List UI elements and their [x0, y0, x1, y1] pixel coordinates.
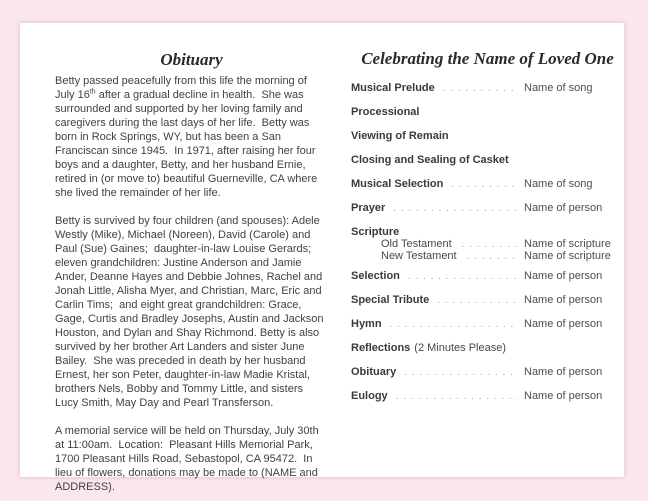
dot-leader [390, 318, 518, 331]
service-row-reflections [351, 342, 624, 355]
dot-leader [462, 239, 518, 251]
dot-leader [467, 251, 518, 263]
service-row-selection [351, 270, 624, 283]
obituary-page [20, 23, 328, 493]
service-row-processional [351, 106, 624, 119]
service-row-special-tribute [351, 294, 624, 307]
service-value: Name of person [524, 270, 603, 282]
service-label: Eulogy [351, 390, 388, 402]
order-of-service-page [351, 23, 624, 477]
service-row-viewing-of-remain [351, 130, 624, 143]
service-label: Musical Selection [351, 178, 444, 190]
dot-leader [443, 82, 518, 95]
service-label: Obituary [351, 366, 397, 378]
service-row-musical-prelude [351, 82, 624, 95]
obituary-paragraph-3: A memorial service will be held on Thursday, July 30th at 11:00am. Location: Pleasant Hills Memorial Park, 1700 Pleasant Hills Road, Sebastopol, CA 95472. In lieu of flowers, donations may be made to (NAME and ADDRESS). [55, 425, 322, 493]
service-label: Prayer [351, 202, 386, 214]
service-label: Scripture [351, 226, 400, 238]
service-value: Name of song [524, 82, 593, 94]
service-row-hymn [351, 318, 624, 331]
service-label: Processional [351, 106, 420, 118]
service-row-scripture [351, 226, 624, 262]
service-value: Name of person [524, 366, 603, 378]
service-value: Name of song [524, 178, 593, 190]
dot-leader [396, 390, 518, 403]
service-value: Name of person [524, 318, 603, 330]
service-label: Viewing of Remain [351, 130, 449, 142]
service-label: Reflections [351, 342, 411, 354]
obituary-paragraph-1-continued: after a gradual decline in health. She was surrounded and supported by her loving family and caregivers during the last days of her life. Betty was born in Rock Springs, WY, but has been a San Franciscan since 1945. In 1971, after raising her four boys and a daughter, Betty, and her husband Ernie, retired in (or move to) beautiful Guerneville, CA where she lived the remainder of her life. [55, 89, 321, 199]
dot-leader [451, 178, 518, 191]
scripture-sub-row-old-testament [351, 239, 624, 251]
obituary-title: Obituary [160, 50, 223, 69]
service-row-obituary [351, 366, 624, 379]
scripture-sub-value: Name of scripture [524, 249, 611, 262]
service-value: Name of person [524, 294, 603, 306]
obituary-paragraph-2: Betty is survived by four children (and spouses): Adele Westly (Mike), Michael (Noreen), David (Carole) and Paul (Sue) Gaines; daughter-in-law Louise Gerards; eleven grandchildren: Justine Anderson and Jamie Ander, Deanne Hayes and Debbie Johnes, Rachel and Jonah Little, Alisha Myer, and Christian, Marc, Eric and Carlin Tims; and eight great grandchildren: Grace, Gage, Curtis and Bradley Josephs, Austin and Jackson Houston, and Dylan and Shay Richmond. Betty is also survived by her brother Art Landers and sister June Bailey. She was preceded in death by her husband Ernest, her son Peter, daughter-in-law Madie Kristal, brothers Nels, Bobby and Tommy Little, and sisters Lucy Smith, May Day and Pearl Transferson. [55, 215, 327, 409]
service-row-eulogy [351, 390, 624, 403]
dot-leader [437, 294, 518, 307]
service-value: Name of person [524, 390, 603, 402]
service-title: Celebrating the Name of Loved One [361, 49, 614, 68]
service-row-closing-and-sealing [351, 154, 624, 167]
service-label: Selection [351, 270, 400, 282]
service-label: Hymn [351, 318, 382, 330]
dot-leader [408, 270, 518, 283]
dot-leader [393, 202, 518, 215]
scripture-sub-label: Old Testament [381, 238, 452, 250]
service-value: Name of person [524, 202, 603, 214]
service-label-suffix: (2 Minutes Please) [414, 342, 507, 354]
service-label: Musical Prelude [351, 82, 435, 94]
service-row-prayer [351, 202, 624, 215]
scripture-sub-value: Name of scripture [524, 238, 611, 250]
program-page-spread [20, 23, 624, 493]
scripture-sub-row-new-testament [351, 251, 624, 263]
service-label: Closing and Sealing of Casket [351, 154, 509, 166]
ordinal-superscript: th [89, 88, 96, 96]
service-label: Special Tribute [351, 294, 430, 306]
obituary-paragraph-1-text: Betty passed peacefully from this life the morning of July 16 [55, 75, 310, 101]
service-row-musical-selection [351, 178, 624, 191]
scripture-sub-label: New Testament [381, 249, 457, 262]
obituary-paragraph-1 [55, 74, 328, 200]
dot-leader [404, 366, 518, 379]
